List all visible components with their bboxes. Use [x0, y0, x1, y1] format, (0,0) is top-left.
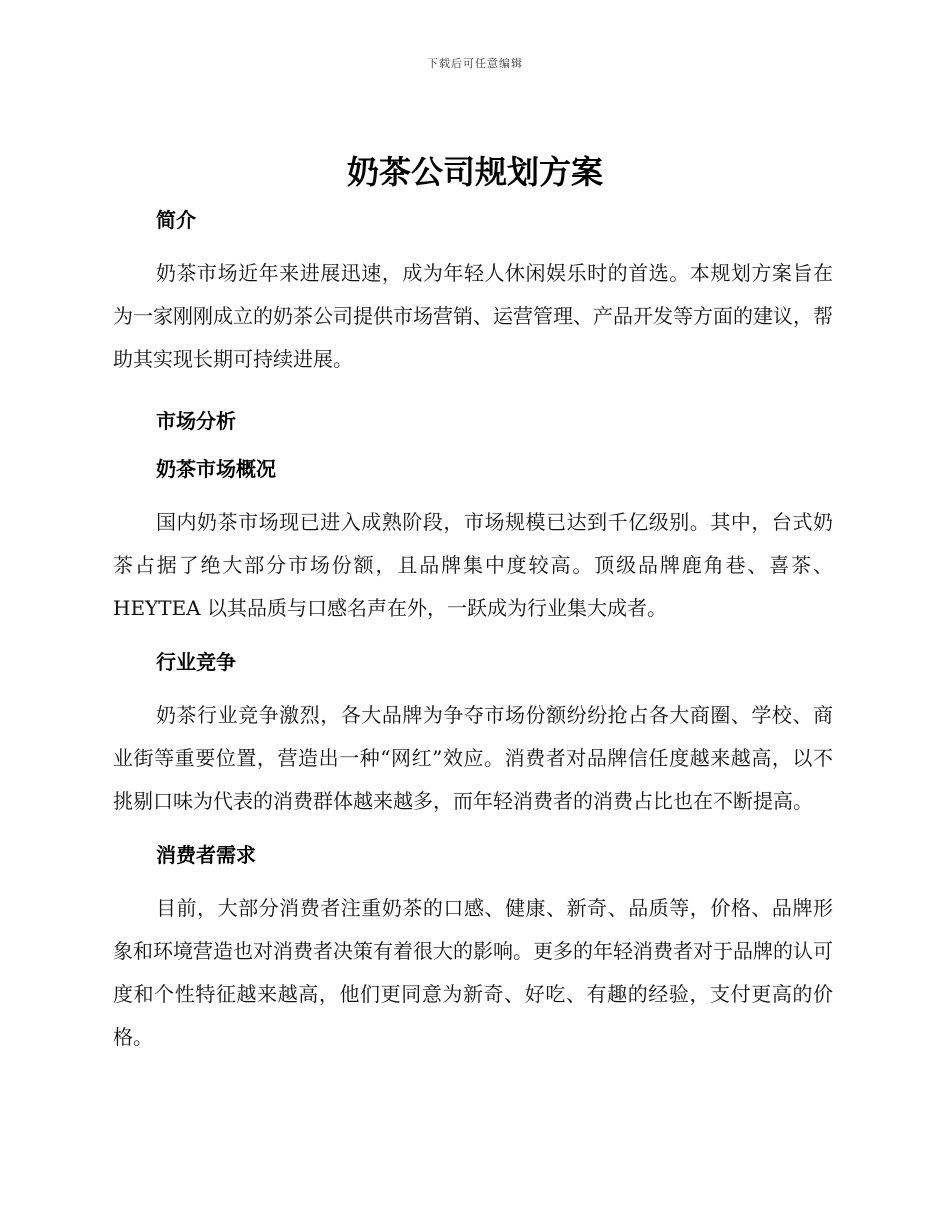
section-heading-consumer-demand: 消费者需求: [156, 843, 256, 867]
section-heading-intro: 简介: [156, 208, 196, 232]
section-heading-market-analysis: 市场分析: [156, 409, 236, 433]
paragraph-consumer-demand: 目前，大部分消费者注重奶茶的口感、健康、新奇、品质等，价格、品牌形象和环境营造也对消费者决策有着很大的影响。更多的年轻消费者对于品牌的认可度和个性特征越来越高，他们更同意为新奇、好吃、有趣的经验，支付更高的价格。: [113, 896, 833, 1049]
section-heading-market-overview: 奶茶市场概况: [156, 457, 276, 481]
paragraph-intro: 奶茶市场近年来进展迅速，成为年轻人休闲娱乐时的首选。本规划方案旨在为一家刚刚成立的奶茶公司提供市场营销、运营管理、产品开发等方面的建议，帮助其实现长期可持续进展。: [113, 261, 833, 371]
page-header-note: 下载后可任意编辑: [427, 57, 523, 70]
document-body: [113, 200, 833, 1071]
paragraph-market-overview: 国内奶茶市场现已进入成熟阶段，市场规模已达到千亿级别。其中，台式奶茶占据了绝大部分市场份额，且品牌集中度较高。顶级品牌鹿角巷、喜茶、HEYTEA 以其品质与口感名声在外，一跃成为行业集大成者。: [113, 510, 833, 620]
paragraph-competition: 奶茶行业竞争激烈，各大品牌为争夺市场份额纷纷抢占各大商圈、学校、商业街等重要位置，营造出一种“网红”效应。消费者对品牌信任度越来越高，以不挑剔口味为代表的消费群体越来越多，而年轻消费者的消费占比也在不断提高。: [113, 703, 833, 813]
document-title: 奶茶公司规划方案: [346, 153, 603, 191]
section-heading-competition: 行业竞争: [156, 650, 236, 674]
